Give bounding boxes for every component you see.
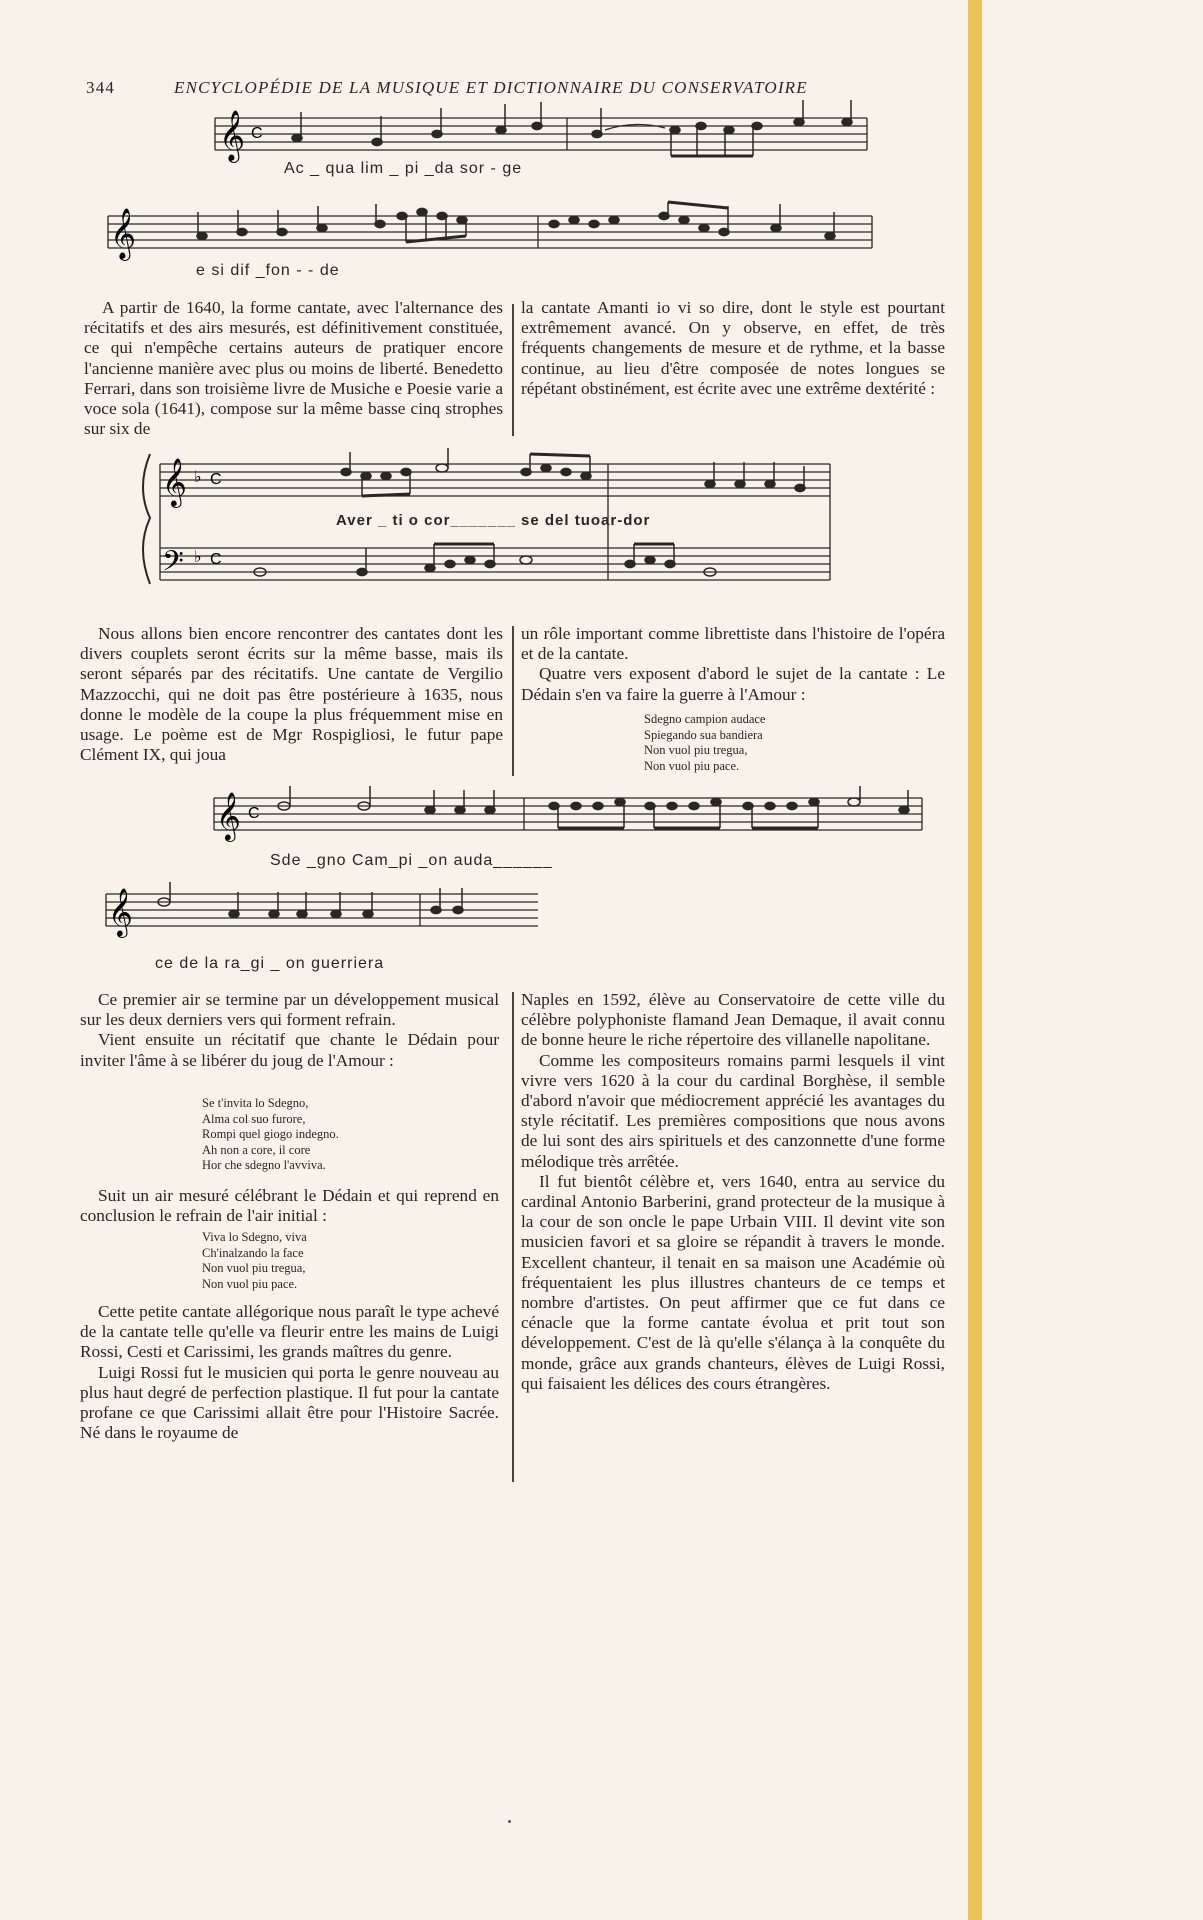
poem-line: Viva lo Sdegno, viva	[202, 1230, 307, 1244]
paragraph-text: Suit un air mesuré célébrant le Dédain et qui reprend en conclusion le refrain de l'air initial :	[80, 1186, 499, 1226]
paragraph-text: Luigi Rossi fut le musicien qui porta le genre nouveau au plus haut degré de perfection plastique. Il fut pour la cantate profane ce que Carissimi allait être pour l'Histoire Sacrée. Né dans le royaume de	[80, 1362, 499, 1443]
poem-line: Ch'inalzando la face	[202, 1245, 304, 1260]
paragraph-text: Nous allons bien encore rencontrer des cantates dont les divers couplets seront écrits sur la même basse, mais ils seront séparés par des récitatifs. Une cantate de Vergilio Mazzocchi, qui ne doit pas être postérieure à 1635, nous donne le modèle de la coupe la plus fréquemment mise en usage. Le poème est de Mgr Rospigliosi, le futur pape Clément IX, qui joua	[80, 624, 503, 765]
paragraph-s2-right	[521, 624, 945, 705]
column-divider	[512, 304, 514, 436]
poem-line: Non vuol piu tregua,	[202, 1261, 306, 1275]
poem-line: Non vuol piu tregua,	[644, 743, 748, 757]
svg-text:C: C	[248, 805, 260, 822]
paragraph-text: Comme les compositeurs romains parmi lesquels il vint vivre vers 1620 à la cour du cardinal Borghèse, il semble d'abord n'avoir que médiocrement apprécié les avantages du style récitatif. Les premières compositions que nous avons de lui sont des airs spirituels et des canzonnette d'une forme mélodique très arrêtée.	[521, 1050, 945, 1171]
paragraph-s1-left	[84, 298, 503, 439]
treble-clef-icon: 𝄞	[219, 111, 246, 160]
poem-line: Sdegno campion audace	[644, 712, 766, 726]
poem-line: Ah non a core, il core	[202, 1142, 311, 1157]
svg-text:C: C	[251, 125, 263, 142]
svg-text:♭: ♭	[194, 549, 202, 566]
poem-line: Spiegando sua bandiera	[644, 727, 763, 742]
paragraph-s1-right	[521, 298, 945, 399]
lyrics-ex1-b: e si dif _fon - - de	[196, 262, 340, 279]
paragraph-text: Cette petite cantate allégorique nous paraît le type achevé de la cantate telle qu'elle va fleurir entre les mains de Luigi Rossi, Cesti et Carissimi, les grands maîtres du genre.	[80, 1302, 499, 1362]
bass-clef-icon: 𝄢	[162, 546, 184, 584]
paragraph-text: la cantate Amanti io vi so dire, dont le style est pourtant extrêmement avancé. On y observe, en effet, de très fréquents changements de mesure et de rythme, et la basse continue, au lieu d'être composée de notes longues se répétant obstinément, est écrite avec une extrême dextérité :	[521, 298, 945, 398]
svg-text:C: C	[210, 471, 222, 488]
page-number: 344	[86, 78, 116, 97]
poem-line: Rompi quel giogo indegno.	[202, 1127, 339, 1141]
lyrics-ex1-a: Ac _ qua lim _ pi _da sor - ge	[284, 160, 523, 177]
lyrics-ex2: Aver _ ti o cor_______ se del tuoar-dor	[336, 512, 651, 529]
poem-line: Hor che sdegno l'avviva.	[202, 1158, 326, 1172]
poem-line: Alma col suo furore,	[202, 1111, 306, 1126]
poem-line: Non vuol piu pace.	[202, 1276, 298, 1291]
paragraph-text: Quatre vers exposent d'abord le sujet de la cantate : Le Dédain s'en va faire la guerre à l'Amour :	[521, 664, 945, 704]
page-edge-strip	[968, 0, 982, 1920]
running-title: ENCYCLOPÉDIE DE LA MUSIQUE ET DICTIONNAIRE DU CONSERVATOIRE	[174, 78, 808, 97]
treble-clef-icon: 𝄞	[162, 458, 187, 505]
paragraph-s3-left	[80, 990, 499, 1071]
poem-1	[644, 712, 765, 774]
paragraph-s3-right	[521, 990, 945, 1394]
poem-line: Non vuol piu pace.	[644, 758, 740, 773]
poem-3	[202, 1230, 307, 1292]
paragraph-s2-left	[80, 624, 503, 765]
running-header	[86, 78, 941, 98]
poem-line: Se t'invita lo Sdegno,	[202, 1096, 309, 1110]
paragraph-s3-left-b	[80, 1186, 499, 1226]
paragraph-text: Il fut bientôt célèbre et, vers 1640, entra au service du cardinal Antonio Barberini, grand protecteur de la musique à la cour de son oncle le pape Urbain VIII. Il devint vite son musicien favori et sa gloire se répandit à travers le monde. Excellent chanteur, il tenait en sa maison une Académie où fréquentaient les plus illustres chanteurs de ce temps et nombre d'artistes. On peut affirmer que ce fut dans ce cénacle que la forme cantate évolua et prit tout son développement. C'est de là qu'elle s'élança à la conquête du monde, grâce aux grands chanteurs, élèves de Luigi Rossi, qui faisaient les délices des cours étrangères.	[521, 1171, 945, 1393]
paragraph-s3-left-c	[80, 1302, 499, 1443]
svg-text:C: C	[210, 551, 222, 568]
paragraph-text: Vient ensuite un récitatif que chante le Dédain pour inviter l'âme à se libérer du joug de l'Amour :	[80, 1030, 499, 1070]
music-staff-ex3-a	[204, 786, 934, 846]
treble-clef-icon: 𝄞	[108, 888, 133, 935]
paragraph-text: Naples en 1592, élève au Conservatoire de cette ville du célèbre polyphoniste flamand Jean Demaque, il avait connu de bonne heure le riche répertoire des villanelle napolitane.	[521, 990, 945, 1050]
lyrics-ex3-b: ce de la ra_gi _ on guerriera	[155, 955, 385, 972]
column-divider	[512, 992, 514, 1482]
lyrics-ex3-a: Sde _gno Cam_pi _on auda______	[270, 852, 553, 869]
paragraph-text: A partir de 1640, la forme cantate, avec l'alternance des récitatifs et des airs mesurés, est définitivement constituée, ce qui n'empêche certains auteurs de pratiquer encore l'ancienne manière avec plus ou moins de liberté. Benedetto Ferrari, dans son troisième livre de Musiche e Poesie varie a voce sola (1641), compose sur la même basse cinq strophes sur six de	[84, 298, 503, 439]
treble-clef-icon: 𝄞	[216, 792, 241, 839]
ink-speck	[508, 1820, 511, 1823]
paragraph-text: un rôle important comme librettiste dans l'histoire de l'opéra et de la cantate.	[521, 624, 945, 664]
poem-2	[202, 1096, 339, 1174]
column-divider	[512, 626, 514, 776]
paragraph-text: Ce premier air se termine par un développement musical sur les deux derniers vers qui forment refrain.	[80, 990, 499, 1030]
music-staff-ex1-b	[100, 198, 890, 268]
treble-clef-icon: 𝄞	[110, 209, 137, 258]
svg-text:♭: ♭	[194, 469, 202, 486]
music-staff-ex3-b	[98, 880, 548, 940]
